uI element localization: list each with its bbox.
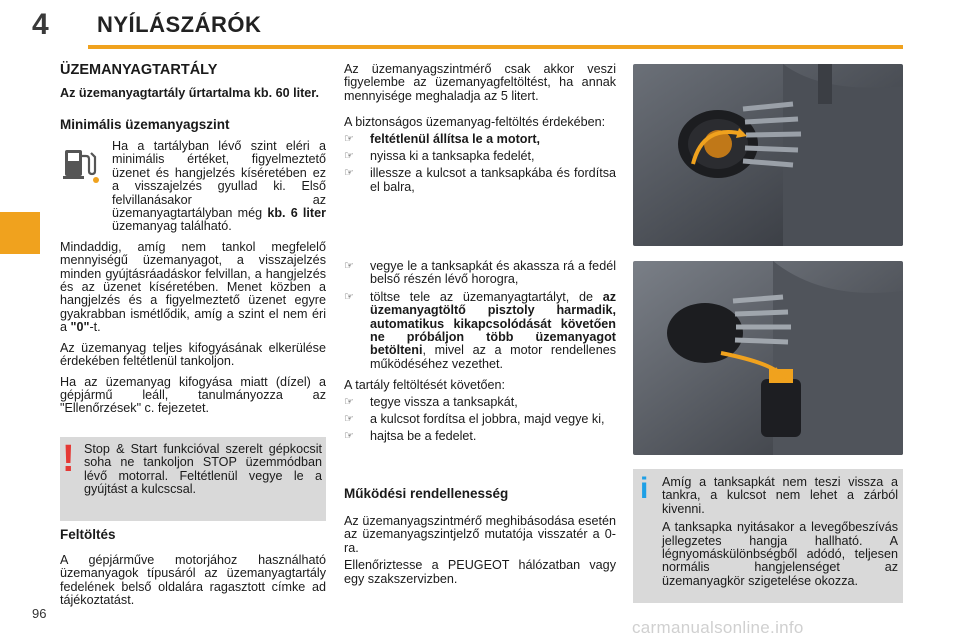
- min-p1-tail: üzemanyag található.: [112, 219, 232, 234]
- list-item: [344, 260, 616, 287]
- fuel-cap-photo-top: [633, 64, 903, 246]
- pointing-hand-bullet-icon: ☞: [344, 167, 354, 180]
- middle-column-top: [344, 63, 616, 194]
- fuel-cap-photo-bottom: [633, 261, 903, 455]
- step-c2: a kulcsot fordítsa el jobbra, majd vegye ki,: [370, 412, 605, 427]
- step-c3: hajtsa be a fedelet.: [370, 429, 477, 444]
- step-a1: feltétlenül állítsa le a motort,: [370, 131, 541, 146]
- list-item: [344, 396, 616, 409]
- fuel-gauge-note: Az üzemanyagszintmérő csak akkor veszi figyelembe az üzemanyagfeltöltést, ha annak mennyisége meghaladja az 5 litert.: [344, 62, 616, 103]
- list-item: [344, 291, 616, 371]
- capacity-text: [60, 87, 326, 100]
- pointing-hand-bullet-icon: ☞: [344, 395, 354, 408]
- step-b2-warning: az üzemanyagtöltő pisztoly harmadik, automatikus kikapcsolódását követően ne próbáljon több üzemanyagot betölteni: [370, 289, 616, 358]
- malfunction-text: [344, 515, 616, 586]
- pointing-hand-bullet-icon: ☞: [344, 132, 354, 145]
- pointing-hand-bullet-icon: ☞: [344, 260, 354, 272]
- info-p2: A tanksapka nyitásakor a levegőbeszívás jellegzetes hangja hallható. A légnyomáskülönbségből adódó, teljesen normális hangjelenséget az üzemanyagkör szigetelése okozza.: [662, 520, 898, 588]
- refuel-steps-c: [344, 396, 616, 444]
- info-text: [662, 476, 898, 588]
- page-number: 96: [32, 606, 47, 621]
- refuel-steps-a: [344, 133, 616, 195]
- info-p1: Amíg a tanksapkát nem teszi vissza a tankra, a kulcsot nem lehet a zárból kivenni.: [662, 475, 898, 516]
- chapter-number: 4: [32, 8, 49, 41]
- step-a2: nyissa ki a tanksapka fedelét,: [370, 149, 535, 164]
- malfunction-p2: Ellenőriztesse a PEUGEOT hálózatban vagy egy szakszervizben.: [344, 558, 616, 586]
- pointing-hand-bullet-icon: ☞: [344, 430, 354, 443]
- min-level-p3: Az üzemanyag teljes kifogyásának elkerülése érdekében feltétlenül tankoljon.: [60, 340, 326, 369]
- info-icon: i: [640, 472, 649, 505]
- step-b2-text: töltse tele az üzemanyagtartályt, de: [370, 289, 603, 304]
- watermark: carmanualsonline.info: [632, 618, 804, 637]
- pointing-hand-bullet-icon: ☞: [344, 150, 354, 163]
- after-refuel-intro: A tartály feltöltését követően:: [344, 378, 506, 393]
- list-item: [344, 430, 616, 443]
- refuel-steps-b: [344, 260, 616, 371]
- malfunction-heading: Működési rendellenesség: [344, 486, 509, 501]
- pointing-hand-bullet-icon: ☞: [344, 290, 354, 303]
- min-level-text: [60, 140, 326, 416]
- min-p2-tail: -t.: [89, 320, 101, 335]
- malfunction-p1: Az üzemanyagszintmérő meghibásodása esetén az üzemanyagszintjelző mutatója visszatér a 0-ra.: [344, 514, 616, 555]
- list-item: [344, 133, 616, 146]
- step-a3: illessze a kulcsot a tanksapkába és fordítsa el balra,: [370, 166, 616, 194]
- step-b2-tail: , mivel az a motor rendellenes működéséhez vezethet.: [370, 343, 616, 371]
- safe-refuel-intro: A biztonságos üzemanyag-feltöltés érdekében:: [344, 115, 606, 130]
- alert-text: Stop & Start funkcióval szerelt gépkocsit soha ne tankoljon STOP üzemmódban lévő motorral. Feltétlenül vegye le a gyújtást a kulcscsal.: [84, 442, 322, 497]
- min-p2-text: Mindaddig, amíg nem tankol megfelelő mennyiségű üzemanyagot, a visszajelzés minden gyújtásráadáskor felvillan, a hangjelzés és az üzenet kíséretében. Menet közben a hangjelzés és a figyelmeztető üzenet egyre gyakrabban ismétlődik, amíg a szint el nem éri a: [60, 239, 326, 335]
- capacity-note: Az üzemanyagtartály űrtartalma kb. 60 liter.: [60, 86, 319, 100]
- step-c1: tegye vissza a tanksapkát,: [370, 394, 518, 409]
- list-item: [344, 150, 616, 163]
- min-p1-text: Ha a tartályban lévő szint eléri a minimális értéket, figyelmeztető üzenet és hangjelzés kíséretében ez a visszajelzés gyullad ki. Első felvillanásakor az üzemanyagtartályban még: [112, 139, 326, 221]
- pointing-hand-bullet-icon: ☞: [344, 413, 354, 426]
- chapter-side-tab: [0, 212, 40, 254]
- header-rule: [88, 45, 903, 49]
- min-level-heading: Minimális üzemanyagszint: [60, 117, 230, 132]
- list-item: [344, 167, 616, 194]
- min-level-p4: Ha az üzemanyag kifogyása miatt (dízel) a gépjármű leáll, tanulmányozza az "Ellenőrzések" c. fejezetet.: [60, 374, 326, 416]
- fill-heading: Feltöltés: [60, 527, 116, 542]
- warning-exclamation-icon: !: [62, 438, 75, 480]
- chapter-title: NYÍLÁSZÁRÓK: [97, 12, 262, 37]
- list-item: [344, 413, 616, 426]
- min-level-p2: [60, 241, 326, 335]
- min-p1-amount: kb. 6 liter: [267, 206, 326, 221]
- step-b1: vegye le a tanksapkát és akassza rá a fedél belső részén lévő horogra,: [370, 259, 616, 287]
- min-level-p1: [60, 140, 326, 234]
- middle-column-bottom: [344, 260, 616, 444]
- fill-text: A gépjárműve motorjához használható üzemanyagok típusáról az üzemanyagtartály fedelének belső oldalára ragasztott címke ad tájékoztatást.: [60, 553, 326, 608]
- min-p2-zero: "0": [70, 320, 90, 335]
- section-title: ÜZEMANYAGTARTÁLY: [60, 62, 218, 78]
